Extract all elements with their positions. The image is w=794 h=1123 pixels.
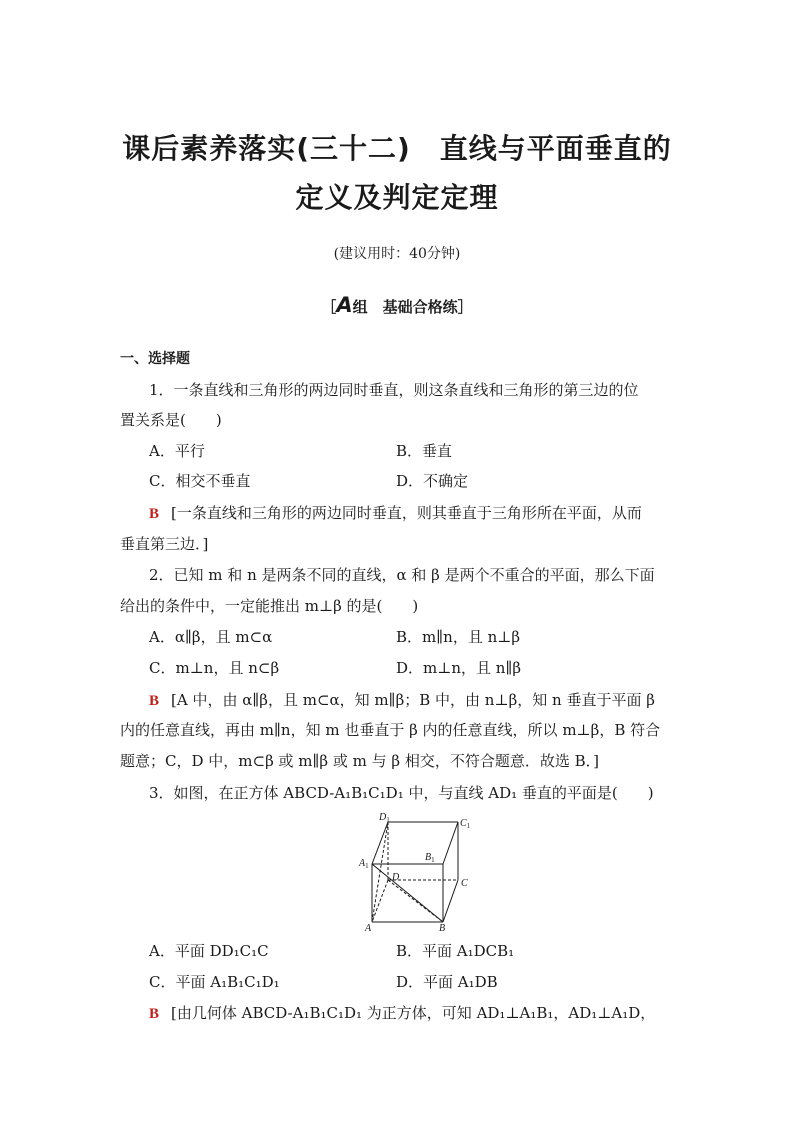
q2-answer: B bbox=[149, 693, 160, 709]
label-c1: $C_1$ bbox=[460, 818, 471, 830]
q2-explanation-text: [A 中，由 α∥β，且 m⊂α，知 m∥β；B 中，由 n⊥β，知 n 垂直于平面 β bbox=[171, 691, 655, 709]
q1-explanation-line2: 垂直第三边．] bbox=[120, 535, 209, 553]
q2-explanation-line2: 内的任意直线，再由 m∥n，知 m 也垂直于 β 内的任意直线，所以 m⊥β，B 符合 bbox=[120, 721, 661, 739]
q1-explanation-text: [一条直线和三角形的两边同时垂直，则其垂直于三角形所在平面，从而 bbox=[171, 504, 642, 522]
label-d1: $D_1$ bbox=[379, 812, 390, 824]
q1-stem-line1: 1．一条直线和三角形的两边同时垂直，则这条直线和三角形的第三边的位 bbox=[149, 381, 639, 399]
q1-option-d: D．不确定 bbox=[396, 472, 469, 490]
q2-stem-line1: 2．已知 m 和 n 是两条不同的直线，α 和 β 是两个不重合的平面，那么下面 bbox=[149, 566, 655, 584]
group-label: 组 基础合格练 bbox=[352, 298, 458, 316]
q2-stem-line2: 给出的条件中，一定能推出 m⊥β 的是( ) bbox=[120, 597, 419, 615]
q1-answer: B bbox=[149, 506, 160, 522]
label-a: A bbox=[365, 923, 372, 934]
q3-explanation-line1 bbox=[149, 1003, 655, 1024]
q2-explanation-line1 bbox=[149, 690, 655, 711]
label-b1: $B_1$ bbox=[425, 852, 435, 864]
q3-option-c: C．平面 A₁B₁C₁D₁ bbox=[149, 973, 280, 991]
label-b: B bbox=[439, 923, 446, 934]
q1-option-b: B．垂直 bbox=[396, 442, 453, 460]
group-letter: A bbox=[336, 293, 353, 317]
q3-stem-line1: 3．如图，在正方体 ABCD-A₁B₁C₁D₁ 中，与直线 AD₁ 垂直的平面是( ) bbox=[149, 784, 654, 802]
page-title-line1: 课后素养落实(三十二) 直线与平面垂直的 bbox=[122, 132, 672, 165]
q3-option-d: D．平面 A₁DB bbox=[396, 973, 498, 991]
q3-option-b: B．平面 A₁DCB₁ bbox=[396, 942, 515, 960]
q2-option-d: D．m⊥n，且 n∥β bbox=[396, 659, 522, 677]
page-title-line2: 定义及判定定理 bbox=[295, 181, 499, 214]
group-heading bbox=[0, 293, 794, 317]
label-c: C bbox=[461, 878, 468, 889]
label-d: D bbox=[392, 872, 400, 883]
q1-option-c: C．相交不垂直 bbox=[149, 472, 251, 490]
q1-option-a: A．平行 bbox=[149, 442, 205, 460]
q2-option-a: A．α∥β，且 m⊂α bbox=[149, 628, 273, 646]
q3-answer: B bbox=[149, 1006, 160, 1022]
q3-option-a: A．平面 DD₁C₁C bbox=[149, 942, 269, 960]
label-a1: $A_1$ bbox=[359, 858, 369, 870]
q2-option-b: B．m∥n，且 n⊥β bbox=[396, 628, 521, 646]
q3-explanation-text: [由几何体 ABCD-A₁B₁C₁D₁ 为正方体，可知 AD₁⊥A₁B₁，AD₁⊥A₁D， bbox=[171, 1004, 656, 1022]
group-bracket-close: ］ bbox=[457, 298, 473, 316]
cube-figure bbox=[355, 810, 475, 934]
group-bracket-open: ［ bbox=[321, 298, 337, 316]
q2-explanation-line3: 题意；C，D 中，m⊂β 或 m∥β 或 m 与 β 相交，不符合题意．故选 B．] bbox=[120, 752, 599, 770]
q1-explanation-line1 bbox=[149, 503, 642, 524]
q1-stem-line2: 置关系是( ) bbox=[120, 411, 222, 429]
suggested-time: (建议用时：40分钟) bbox=[333, 246, 461, 262]
q2-option-c: C．m⊥n，且 n⊂β bbox=[149, 659, 280, 677]
section-heading: 一、选择题 bbox=[120, 351, 190, 367]
